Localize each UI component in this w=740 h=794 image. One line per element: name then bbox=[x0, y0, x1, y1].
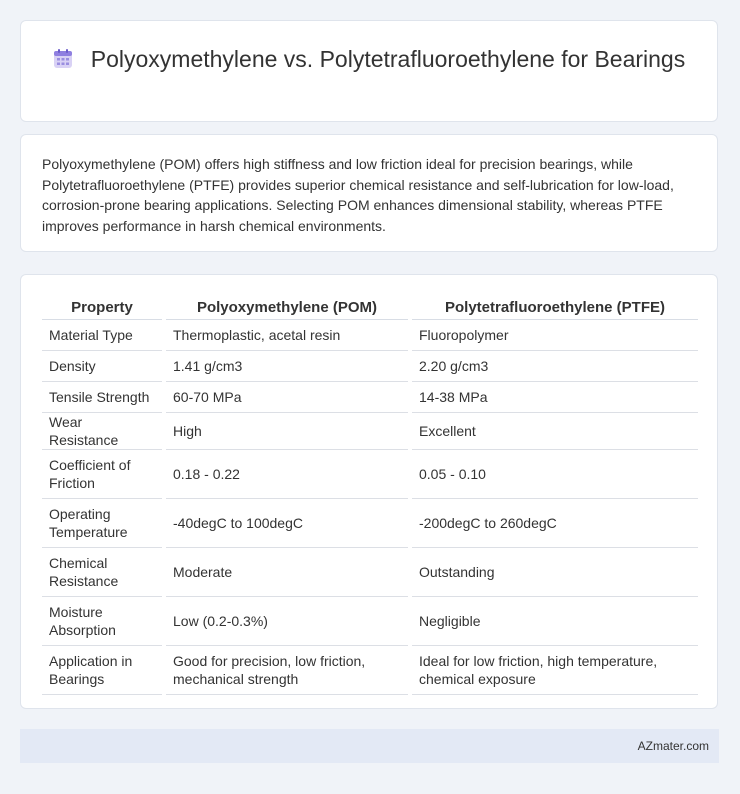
footer-bar bbox=[20, 729, 719, 763]
table-row bbox=[42, 450, 698, 499]
table-row bbox=[42, 320, 698, 351]
ptfe-cell: 0.05 - 0.10 bbox=[410, 450, 698, 499]
property-cell: Moisture Absorption bbox=[42, 597, 164, 646]
pom-cell: 1.41 g/cm3 bbox=[164, 351, 410, 382]
ptfe-cell: 14-38 MPa bbox=[410, 382, 698, 413]
ptfe-cell: 2.20 g/cm3 bbox=[410, 351, 698, 382]
title-card bbox=[20, 20, 718, 122]
comparison-table bbox=[42, 295, 698, 695]
table-row bbox=[42, 597, 698, 646]
property-cell: Operating Temperature bbox=[42, 499, 164, 548]
ptfe-cell: Ideal for low friction, high temperature, chemical exposure bbox=[410, 646, 698, 695]
property-cell: Chemical Resistance bbox=[42, 548, 164, 597]
property-cell: Wear Resistance bbox=[42, 413, 164, 450]
table-row bbox=[42, 646, 698, 695]
ptfe-cell: Outstanding bbox=[410, 548, 698, 597]
footer-brand: AZmater.com bbox=[637, 739, 709, 753]
header-property: Property bbox=[42, 295, 164, 320]
pom-cell: -40degC to 100degC bbox=[164, 499, 410, 548]
property-cell: Density bbox=[42, 351, 164, 382]
table-card bbox=[20, 274, 718, 709]
pom-cell: Good for precision, low friction, mechanical strength bbox=[164, 646, 410, 695]
intro-paragraph: Polyoxymethylene (POM) offers high stiffness and low friction ideal for precision bearings, while Polytetrafluoroethylene (PTFE) provides superior chemical resistance and self-lubrication for low-load, corrosion-prone bearing applications. Selecting POM enhances dimensional stability, whereas PTFE improves performance in harsh chemical environments. bbox=[42, 156, 674, 234]
pom-cell: 0.18 - 0.22 bbox=[164, 450, 410, 499]
table-row bbox=[42, 382, 698, 413]
header-ptfe: Polytetrafluoroethylene (PTFE) bbox=[410, 295, 698, 320]
property-cell: Tensile Strength bbox=[42, 382, 164, 413]
calendar-icon bbox=[53, 47, 73, 67]
table-row bbox=[42, 499, 698, 548]
pom-cell: 60-70 MPa bbox=[164, 382, 410, 413]
table-row bbox=[42, 351, 698, 382]
property-cell: Application in Bearings bbox=[42, 646, 164, 695]
pom-cell: High bbox=[164, 413, 410, 450]
property-cell: Coefficient of Friction bbox=[42, 450, 164, 499]
ptfe-cell: Excellent bbox=[410, 413, 698, 450]
ptfe-cell: -200degC to 260degC bbox=[410, 499, 698, 548]
table-row bbox=[42, 413, 698, 450]
header-pom: Polyoxymethylene (POM) bbox=[164, 295, 410, 320]
page-title bbox=[21, 45, 717, 74]
pom-cell: Moderate bbox=[164, 548, 410, 597]
table-header-row bbox=[42, 295, 698, 320]
pom-cell: Thermoplastic, acetal resin bbox=[164, 320, 410, 351]
title-text: Polyoxymethylene vs. Polytetrafluoroethylene for Bearings bbox=[90, 46, 686, 72]
table-row bbox=[42, 548, 698, 597]
property-cell: Material Type bbox=[42, 320, 164, 351]
intro-card bbox=[20, 134, 718, 252]
pom-cell: Low (0.2-0.3%) bbox=[164, 597, 410, 646]
ptfe-cell: Negligible bbox=[410, 597, 698, 646]
ptfe-cell: Fluoropolymer bbox=[410, 320, 698, 351]
